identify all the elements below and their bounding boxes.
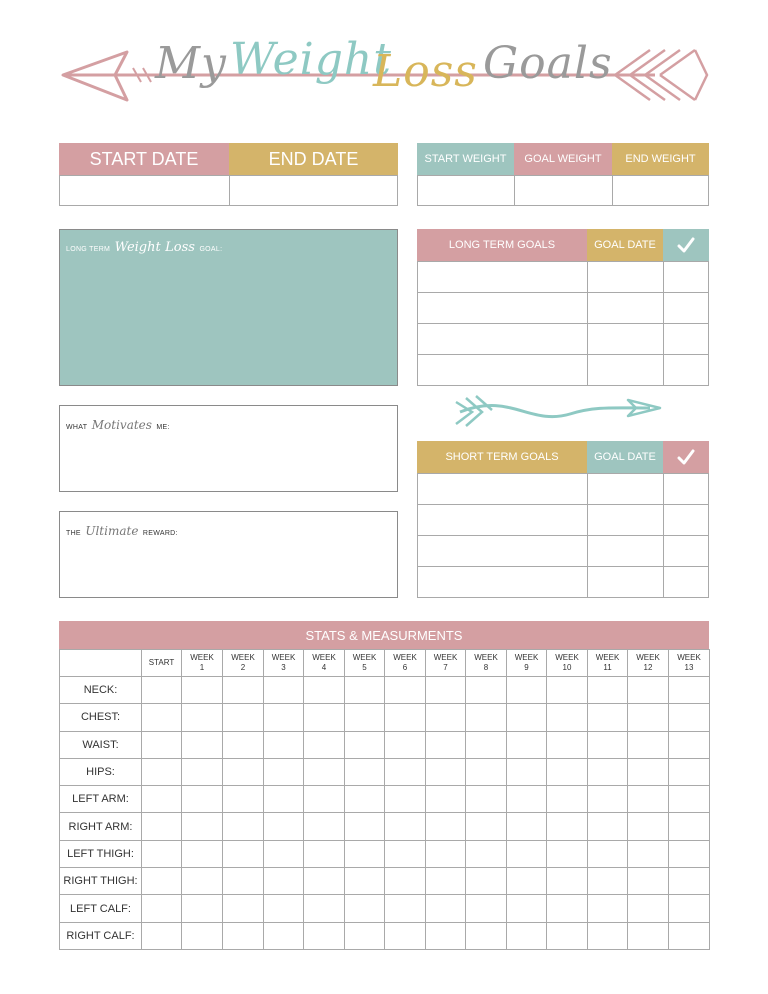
measurement-cell[interactable] <box>466 677 507 704</box>
week-label: WEEK <box>636 653 660 662</box>
measurement-cell[interactable] <box>507 840 547 867</box>
stats-corner-cell <box>60 650 142 677</box>
measurement-cell[interactable] <box>588 731 628 758</box>
stats-row <box>60 813 710 840</box>
short-term-date-cell[interactable] <box>587 535 664 567</box>
stats-section <box>59 621 709 949</box>
measurement-cell[interactable] <box>223 895 264 922</box>
week-header <box>304 650 345 677</box>
short-term-goal-cell[interactable] <box>417 504 588 536</box>
stats-body <box>60 677 710 950</box>
short-term-goal-date-header: GOAL DATE <box>587 441 663 473</box>
measurement-cell[interactable] <box>426 758 466 785</box>
measurement-cell[interactable] <box>223 868 264 895</box>
measurement-cell[interactable] <box>385 731 426 758</box>
long-term-goal-cell[interactable] <box>417 354 588 386</box>
measurement-cell[interactable] <box>142 758 182 785</box>
start-weight-field[interactable] <box>417 175 515 206</box>
measurement-cell[interactable] <box>345 895 385 922</box>
stats-header-row <box>60 650 710 677</box>
measurement-cell[interactable] <box>223 731 264 758</box>
measurement-cell[interactable] <box>466 922 507 949</box>
short-term-check-cell[interactable] <box>663 535 709 567</box>
goal-weight-field[interactable] <box>514 175 613 206</box>
short-term-date-cell[interactable] <box>587 566 664 598</box>
long-term-goal-label <box>66 238 222 256</box>
measurement-cell[interactable] <box>547 895 588 922</box>
measurement-cell[interactable] <box>466 868 507 895</box>
week-number: 4 <box>321 663 327 672</box>
start-date-header: START DATE <box>59 143 229 175</box>
measurement-cell[interactable] <box>547 786 588 813</box>
long-term-check-cell[interactable] <box>663 354 709 386</box>
week-number: 13 <box>684 663 694 672</box>
long-term-date-cell[interactable] <box>587 354 664 386</box>
title-banner <box>55 28 715 120</box>
measurement-cell[interactable] <box>182 922 223 949</box>
measurement-cell[interactable] <box>507 895 547 922</box>
title-word-my: My <box>155 38 227 89</box>
measurement-cell[interactable] <box>304 731 345 758</box>
measurement-cell[interactable] <box>264 786 304 813</box>
measurement-cell[interactable] <box>507 786 547 813</box>
week-number: 8 <box>483 663 489 672</box>
week-label: WEEK <box>514 653 539 662</box>
measurement-cell[interactable] <box>466 813 507 840</box>
measurement-cell[interactable] <box>426 922 466 949</box>
long-term-goal-box[interactable] <box>59 229 398 386</box>
measurement-cell[interactable] <box>385 758 426 785</box>
measurement-cell[interactable] <box>588 677 628 704</box>
short-term-check-header <box>663 441 709 473</box>
measurement-cell[interactable] <box>466 786 507 813</box>
measurement-cell[interactable] <box>426 895 466 922</box>
stats-table <box>59 649 710 950</box>
week-label: WEEK <box>595 653 620 662</box>
long-term-goal-cell[interactable] <box>417 261 588 293</box>
motivates-prefix: WHAT <box>66 424 88 431</box>
measurement-cell[interactable] <box>385 704 426 731</box>
stats-row-label: CHEST: <box>60 704 142 731</box>
stats-row-label: RIGHT CALF: <box>60 922 142 949</box>
week-number: 9 <box>524 663 529 672</box>
short-term-date-cell[interactable] <box>587 473 664 505</box>
week-header <box>223 650 264 677</box>
week-label: WEEK <box>312 653 336 662</box>
measurement-cell[interactable] <box>507 922 547 949</box>
measurement-cell[interactable] <box>385 868 426 895</box>
long-term-prefix: LONG TERM <box>66 246 111 253</box>
measurement-cell[interactable] <box>426 813 466 840</box>
motivates-script: Motivates <box>91 418 152 432</box>
reward-label <box>66 522 178 540</box>
week-header <box>426 650 466 677</box>
stats-row-label: WAIST: <box>60 731 142 758</box>
start-weight-header: START WEIGHT <box>417 143 514 175</box>
week-label: WEEK <box>474 653 498 662</box>
week-label: WEEK <box>555 653 579 662</box>
measurement-cell[interactable] <box>547 731 588 758</box>
measurement-cell[interactable] <box>264 731 304 758</box>
week-header <box>182 650 223 677</box>
measurement-cell[interactable] <box>466 731 507 758</box>
long-term-date-cell[interactable] <box>587 292 664 324</box>
stats-row-label: RIGHT ARM: <box>60 813 142 840</box>
measurement-cell[interactable] <box>507 704 547 731</box>
measurement-cell[interactable] <box>223 677 264 704</box>
stats-row <box>60 731 710 758</box>
week-number: 7 <box>443 663 448 672</box>
measurement-cell[interactable] <box>264 813 304 840</box>
measurement-cell[interactable] <box>182 840 223 867</box>
stats-row-label: LEFT CALF: <box>60 895 142 922</box>
measurement-cell[interactable] <box>182 704 223 731</box>
measurement-cell[interactable] <box>223 922 264 949</box>
measurement-cell[interactable] <box>304 786 345 813</box>
measurement-cell[interactable] <box>182 895 223 922</box>
week-number: 11 <box>603 663 612 672</box>
stats-start-header: START <box>142 650 182 677</box>
measurement-cell[interactable] <box>142 704 182 731</box>
long-term-goal-cell[interactable] <box>417 323 588 355</box>
measurement-cell[interactable] <box>588 704 628 731</box>
measurement-cell[interactable] <box>628 813 669 840</box>
end-date-field[interactable] <box>229 175 398 206</box>
teal-arrow-icon <box>450 392 664 432</box>
long-term-script-weight: Weight <box>114 240 161 255</box>
measurement-cell[interactable] <box>547 922 588 949</box>
measurement-cell[interactable] <box>182 813 223 840</box>
week-label: WEEK <box>433 653 458 662</box>
measurement-cell[interactable] <box>628 922 669 949</box>
week-label: WEEK <box>352 653 377 662</box>
measurement-cell[interactable] <box>547 758 588 785</box>
measurement-cell[interactable] <box>345 758 385 785</box>
long-term-date-cell[interactable] <box>587 323 664 355</box>
measurement-cell[interactable] <box>385 840 426 867</box>
motivates-box[interactable] <box>59 405 398 492</box>
measurement-cell[interactable] <box>385 813 426 840</box>
motivates-suffix: ME: <box>156 424 170 431</box>
stats-row <box>60 895 710 922</box>
measurement-cell[interactable] <box>426 731 466 758</box>
measurement-cell[interactable] <box>345 704 385 731</box>
measurement-cell[interactable] <box>182 677 223 704</box>
short-term-goals-header: SHORT TERM GOALS <box>417 441 587 473</box>
week-header <box>547 650 588 677</box>
measurement-cell[interactable] <box>223 840 264 867</box>
measurement-cell[interactable] <box>466 704 507 731</box>
measurement-cell[interactable] <box>223 704 264 731</box>
week-label: WEEK <box>677 653 701 662</box>
week-number: 3 <box>281 663 286 672</box>
week-label: WEEK <box>271 653 296 662</box>
measurement-cell[interactable] <box>142 731 182 758</box>
reward-suffix: REWARD: <box>142 530 178 537</box>
start-date-field[interactable] <box>59 175 230 206</box>
measurement-cell[interactable] <box>304 813 345 840</box>
stats-row <box>60 704 710 731</box>
long-term-suffix: GOAL: <box>199 246 223 253</box>
short-term-goals-table <box>417 441 709 598</box>
measurement-cell[interactable] <box>507 813 547 840</box>
week-header <box>345 650 385 677</box>
measurement-cell[interactable] <box>182 758 223 785</box>
week-header <box>588 650 628 677</box>
short-term-date-cell[interactable] <box>587 504 664 536</box>
stats-row <box>60 758 710 785</box>
goal-weight-header: GOAL WEIGHT <box>514 143 612 175</box>
reward-box[interactable] <box>59 511 398 598</box>
long-term-goals-header: LONG TERM GOALS <box>417 229 587 261</box>
week-number: 1 <box>199 663 205 672</box>
stats-row-label: RIGHT THIGH: <box>60 868 142 895</box>
measurement-cell[interactable] <box>345 786 385 813</box>
week-label: WEEK <box>231 653 255 662</box>
short-term-goal-cell[interactable] <box>417 535 588 567</box>
measurement-cell[interactable] <box>669 758 710 785</box>
week-number: 10 <box>562 663 572 672</box>
measurement-cell[interactable] <box>142 840 182 867</box>
title-word-weight: Weight <box>230 34 392 85</box>
measurement-cell[interactable] <box>669 840 710 867</box>
long-term-check-header <box>663 229 709 261</box>
measurement-cell[interactable] <box>182 731 223 758</box>
stats-row-label: NECK: <box>60 677 142 704</box>
measurement-cell[interactable] <box>588 786 628 813</box>
measurement-cell[interactable] <box>264 758 304 785</box>
measurement-cell[interactable] <box>264 704 304 731</box>
measurement-cell[interactable] <box>588 895 628 922</box>
short-term-check-cell[interactable] <box>663 566 709 598</box>
measurement-cell[interactable] <box>304 895 345 922</box>
measurement-cell[interactable] <box>628 677 669 704</box>
measurement-cell[interactable] <box>547 677 588 704</box>
measurement-cell[interactable] <box>669 868 710 895</box>
measurement-cell[interactable] <box>142 813 182 840</box>
measurement-cell[interactable] <box>507 677 547 704</box>
long-term-goals-table <box>417 229 709 386</box>
measurement-cell[interactable] <box>628 758 669 785</box>
week-number: 6 <box>402 663 408 672</box>
measurement-cell[interactable] <box>588 758 628 785</box>
measurement-cell[interactable] <box>223 786 264 813</box>
measurement-cell[interactable] <box>507 868 547 895</box>
measurement-cell[interactable] <box>304 868 345 895</box>
measurement-cell[interactable] <box>588 813 628 840</box>
measurement-cell[interactable] <box>345 922 385 949</box>
measurement-cell[interactable] <box>182 868 223 895</box>
check-icon <box>677 449 695 465</box>
week-number: 12 <box>643 663 653 672</box>
stats-row <box>60 868 710 895</box>
measurement-cell[interactable] <box>142 786 182 813</box>
measurement-cell[interactable] <box>669 922 710 949</box>
measurement-cell[interactable] <box>264 922 304 949</box>
stats-row <box>60 786 710 813</box>
measurement-cell[interactable] <box>264 840 304 867</box>
long-term-check-cell[interactable] <box>663 323 709 355</box>
measurement-cell[interactable] <box>507 731 547 758</box>
week-label: WEEK <box>393 653 417 662</box>
measurement-cell[interactable] <box>426 677 466 704</box>
measurement-cell[interactable] <box>264 868 304 895</box>
measurement-cell[interactable] <box>426 840 466 867</box>
week-label: WEEK <box>190 653 214 662</box>
measurement-cell[interactable] <box>385 895 426 922</box>
measurement-cell[interactable] <box>304 922 345 949</box>
measurement-cell[interactable] <box>142 895 182 922</box>
measurement-cell[interactable] <box>385 786 426 813</box>
measurement-cell[interactable] <box>345 731 385 758</box>
measurement-cell[interactable] <box>223 758 264 785</box>
measurement-cell[interactable] <box>547 704 588 731</box>
measurement-cell[interactable] <box>669 786 710 813</box>
week-header <box>466 650 507 677</box>
measurement-cell[interactable] <box>628 731 669 758</box>
title-word-loss: Loss <box>373 46 478 97</box>
end-weight-header: END WEIGHT <box>612 143 709 175</box>
long-term-check-cell[interactable] <box>663 292 709 324</box>
measurement-cell[interactable] <box>588 840 628 867</box>
measurement-cell[interactable] <box>345 840 385 867</box>
measurement-cell[interactable] <box>426 786 466 813</box>
measurement-cell[interactable] <box>669 813 710 840</box>
date-table <box>59 143 398 206</box>
measurement-cell[interactable] <box>385 677 426 704</box>
measurement-cell[interactable] <box>426 704 466 731</box>
measurement-cell[interactable] <box>628 868 669 895</box>
end-date-header: END DATE <box>229 143 398 175</box>
measurement-cell[interactable] <box>669 704 710 731</box>
measurement-cell[interactable] <box>628 895 669 922</box>
measurement-cell[interactable] <box>466 758 507 785</box>
measurement-cell[interactable] <box>304 840 345 867</box>
measurement-cell[interactable] <box>547 868 588 895</box>
measurement-cell[interactable] <box>223 813 264 840</box>
measurement-cell[interactable] <box>264 677 304 704</box>
motivates-label <box>66 416 170 434</box>
measurement-cell[interactable] <box>588 922 628 949</box>
measurement-cell[interactable] <box>264 895 304 922</box>
long-term-date-cell[interactable] <box>587 261 664 293</box>
stats-row-label: LEFT THIGH: <box>60 840 142 867</box>
measurement-cell[interactable] <box>669 895 710 922</box>
reward-script: Ultimate <box>85 524 139 538</box>
measurement-cell[interactable] <box>628 704 669 731</box>
measurement-cell[interactable] <box>547 813 588 840</box>
stats-row-label: HIPS: <box>60 758 142 785</box>
measurement-cell[interactable] <box>345 868 385 895</box>
measurement-cell[interactable] <box>426 868 466 895</box>
short-term-goal-cell[interactable] <box>417 566 588 598</box>
reward-prefix: THE <box>66 530 81 537</box>
measurement-cell[interactable] <box>628 840 669 867</box>
measurement-cell[interactable] <box>547 840 588 867</box>
long-term-goal-cell[interactable] <box>417 292 588 324</box>
measurement-cell[interactable] <box>345 813 385 840</box>
measurement-cell[interactable] <box>304 677 345 704</box>
week-header <box>385 650 426 677</box>
measurement-cell[interactable] <box>304 758 345 785</box>
measurement-cell[interactable] <box>588 868 628 895</box>
check-icon <box>677 237 695 253</box>
stats-row <box>60 922 710 949</box>
measurement-cell[interactable] <box>142 868 182 895</box>
stats-title: STATS & MEASURMENTS <box>59 621 709 649</box>
short-term-goal-cell[interactable] <box>417 473 588 505</box>
long-term-check-cell[interactable] <box>663 261 709 293</box>
stats-row-label: LEFT ARM: <box>60 786 142 813</box>
weight-table <box>417 143 709 206</box>
long-term-goals-rows <box>417 261 709 386</box>
week-number: 2 <box>240 663 246 672</box>
long-term-goal-date-header: GOAL DATE <box>587 229 663 261</box>
stats-row <box>60 677 710 704</box>
measurement-cell[interactable] <box>507 758 547 785</box>
week-header <box>264 650 304 677</box>
measurement-cell[interactable] <box>466 840 507 867</box>
measurement-cell[interactable] <box>304 704 345 731</box>
stats-row <box>60 840 710 867</box>
short-term-check-cell[interactable] <box>663 504 709 536</box>
short-term-goals-rows <box>417 473 709 598</box>
title-word-goals: Goals <box>483 38 613 89</box>
measurement-cell[interactable] <box>142 677 182 704</box>
week-header <box>669 650 710 677</box>
measurement-cell[interactable] <box>669 731 710 758</box>
measurement-cell[interactable] <box>669 677 710 704</box>
measurement-cell[interactable] <box>345 677 385 704</box>
week-header <box>628 650 669 677</box>
week-number: 5 <box>362 663 367 672</box>
measurement-cell[interactable] <box>182 786 223 813</box>
short-term-check-cell[interactable] <box>663 473 709 505</box>
end-weight-field[interactable] <box>612 175 709 206</box>
measurement-cell[interactable] <box>466 895 507 922</box>
measurement-cell[interactable] <box>628 786 669 813</box>
measurement-cell[interactable] <box>142 922 182 949</box>
week-header <box>507 650 547 677</box>
long-term-script-loss: Loss <box>165 240 195 255</box>
measurement-cell[interactable] <box>385 922 426 949</box>
